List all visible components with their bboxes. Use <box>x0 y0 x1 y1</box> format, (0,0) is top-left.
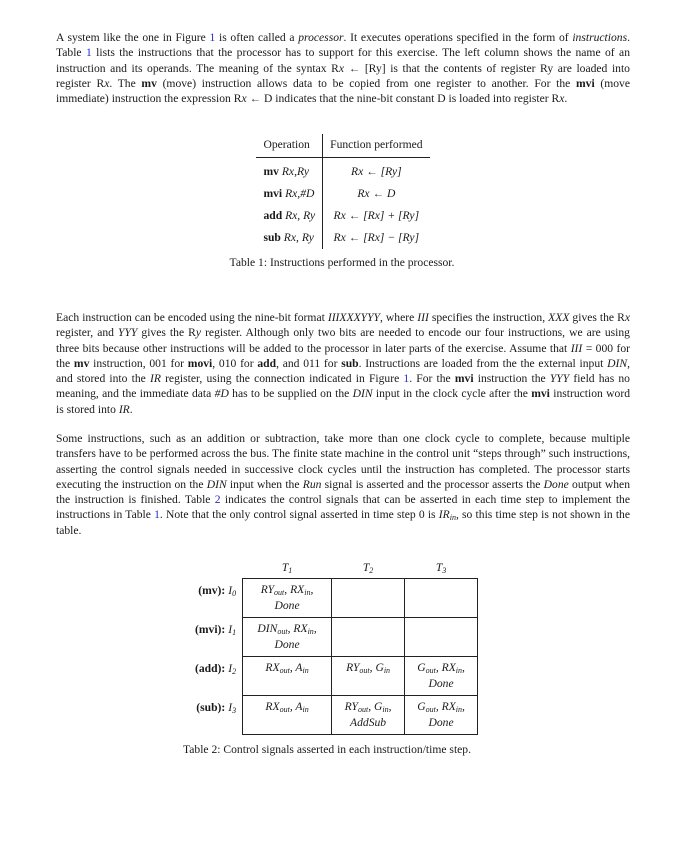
table-row: mv Rx,Ry Rx ← [Ry] <box>256 158 429 184</box>
table-row: sub Rx, Ry Rx ← [Rx] − [Ry] <box>256 227 429 249</box>
table-header-operation: Operation <box>256 134 322 158</box>
figure-ref[interactable]: 1 <box>403 372 410 386</box>
table-ref[interactable]: 1 <box>85 46 92 60</box>
table-1-caption: Table 1: Instructions performed in the processor. <box>229 256 455 269</box>
table-1-container <box>56 134 630 269</box>
paragraph-encoding: Each instruction can be encoded using the nine-bit format IIIXXXYYY, where III specifies the instruction, XXX gives the Rx register, and YYY gives the Ry register. Although only two bits are needed to encode our four instructions, we are using three bits because other instructions will be added to the processor in later parts of the exercise. Assume that III = 000 for the mv instruction, 001 for movi, 010 for add, and 011 for sub. Instructions are loaded from the the external input DIN, and stored into the IR register, using the connection indicated in Figure 1. For the mvi instruction the YYY field has no meaning, and the immediate data #D has to be supplied on the DIN input in the clock cycle after the mvi instruction word is stored into IR. <box>56 311 630 416</box>
table-row: (add): $I_2$ $RX_{out}$, $A_{in}$ $RY_{out}$, $G_{in}$ $G_{out}$, $RX_{in}$, Done <box>195 657 478 696</box>
time-step-header: $T_1$ <box>281 561 293 576</box>
table-row: add Rx, Ry Rx ← [Rx] + [Ry] <box>256 205 429 227</box>
table-ref[interactable]: 2 <box>214 493 221 507</box>
table-row: mvi Rx,#D Rx ← D <box>256 183 429 205</box>
table-row: (mvi): $I_1$ $DIN_{out}$, $RX_{in}$, Done <box>195 618 478 657</box>
control-signals-table <box>195 558 478 735</box>
figure-ref[interactable]: 1 <box>209 31 216 44</box>
table-2-caption: Table 2: Control signals asserted in each instruction/time step. <box>183 743 472 756</box>
instructions-table <box>256 134 429 249</box>
table-row: (mv): $I_0$ $RY_{out}$, $RX_{in}$, Done <box>195 579 478 618</box>
time-step-header: $T_3$ <box>435 561 447 576</box>
table-header-function: Function performed <box>323 134 430 158</box>
table-ref[interactable]: 1 <box>154 508 160 522</box>
paragraph-control: Some instructions, such as an addition or subtraction, take more than one clock cycle to complete, because multiple transfers have to be performed across the bus. The finite state machine in the control unit “steps through” such instructions, asserting the control signals needed in successive clock cycles until the instruction has completed. The processor starts executing the instruction on the DIN input when the Run signal is asserted and the processor asserts the Done output when the instruction is finished. Table 2 indicates the control signals that can be asserted in each time step to implement the instructions in Table 1. Note that the only control signal asserted in time step 0 is $IR_{in}$, so this time step is not shown in the table. <box>56 432 630 537</box>
table-2-container <box>56 558 630 756</box>
table-row: (sub): $I_3$ $RX_{out}$, $A_{in}$ $RY_{out}$, $G_{in}$, AddSub $G_{out}$, $RX_{in}$, Done <box>195 696 478 735</box>
paragraph-intro: A system like the one in Figure 1 is often called a processor. It executes operations specified in the form of instructions. Table 1 lists the instructions that the processor has to support for this exercise. The left column shows the name of an instruction and its operands. The meaning of the syntax Rx ← [Ry] is that the contents of register Ry are loaded into register Rx. The mv (move) instruction allows data to be copied from one register to another. For the mvi (move immediate) instruction the expression Rx ← D indicates that the nine-bit constant D is loaded into register Rx. <box>56 31 630 106</box>
time-step-header: $T_2$ <box>362 561 374 576</box>
